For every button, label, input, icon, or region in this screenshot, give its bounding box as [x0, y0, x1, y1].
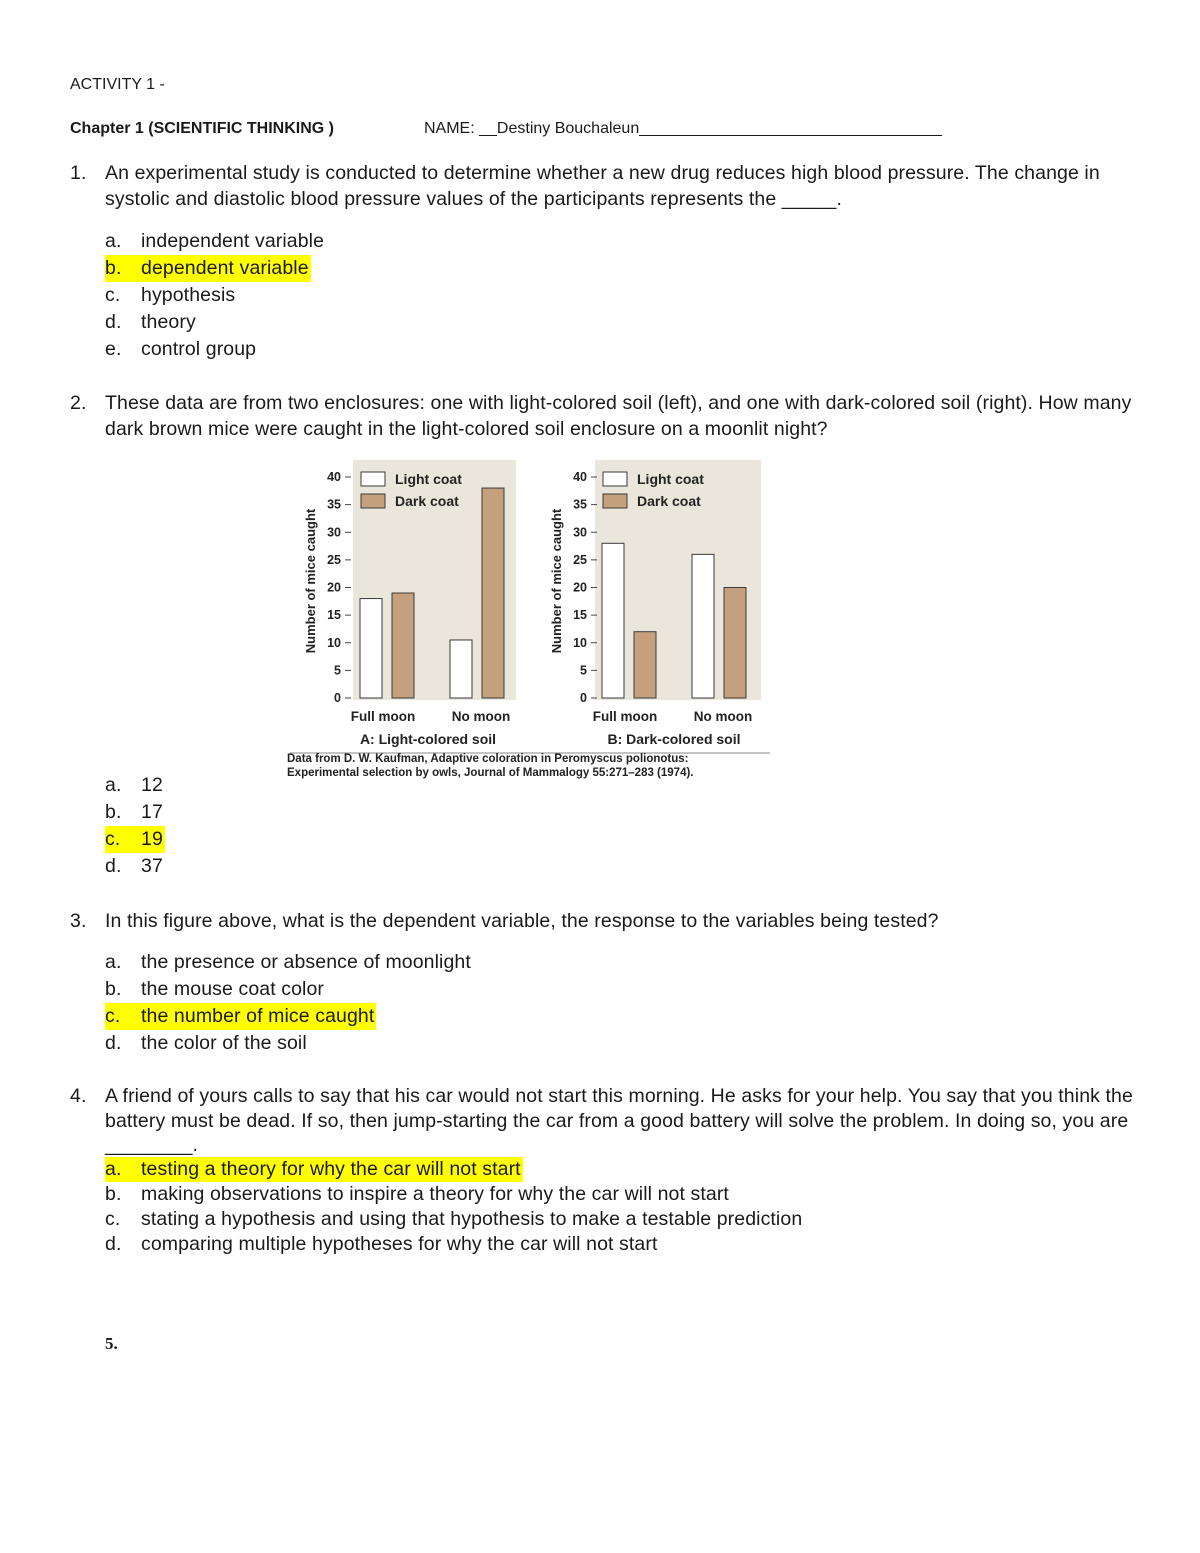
chart-title: B: Dark-colored soil: [607, 731, 741, 747]
option-c: [105, 1003, 473, 1030]
option-c: [105, 1207, 804, 1232]
y-tick-label: 10: [327, 635, 341, 650]
legend-label: Light coat: [637, 471, 704, 487]
bar-light-coat-no-moon: [450, 640, 472, 698]
option-b: [105, 1182, 804, 1207]
question-text: In this figure above, what is the dependent variable, the response to the variables being tested?: [105, 910, 939, 932]
option-letter: b.: [105, 801, 122, 823]
option-text: the color of the soil: [141, 1032, 307, 1054]
option-text: the mouse coat color: [141, 978, 325, 1000]
option-letter: e.: [105, 338, 122, 360]
activity-title: ACTIVITY 1 -: [70, 76, 165, 93]
x-tick-label: Full moon: [592, 709, 658, 724]
figure-credit: [287, 752, 694, 780]
option-content: [105, 1182, 731, 1207]
y-tick-label: 15: [327, 608, 341, 623]
option-a: [105, 949, 473, 976]
option-text: making observations to inspire a theory for why the car will not start: [141, 1183, 729, 1205]
option-content: [105, 309, 198, 336]
option-letter: b.: [105, 978, 122, 1000]
question-4: [70, 1084, 1140, 1158]
y-tick-label: 5: [334, 663, 341, 678]
bar-dark-coat-no-moon: [724, 588, 746, 699]
option-d: [105, 309, 326, 336]
option-text: 17: [141, 801, 163, 823]
option-content: [105, 949, 473, 976]
question-text: These data are from two enclosures: one with light-colored soil (left), and one with dark-colored soil (right). How many dark brown mice were caught in the light-colored soil enclosure on a moonlit night?: [105, 392, 1132, 440]
bar-dark-coat-full-moon: [634, 632, 656, 698]
highlighted-answer: [105, 1003, 376, 1030]
option-text: the number of mice caught: [141, 1005, 375, 1027]
question-text: An experimental study is conducted to determine whether a new drug reduces high blood pressure. The change in systolic and diastolic blood pressure values of the participants represents the _____.: [105, 162, 1100, 210]
question-3: [70, 908, 1140, 934]
option-letter: d.: [105, 311, 122, 333]
option-text: dependent variable: [141, 257, 309, 279]
option-c: [105, 282, 326, 309]
option-letter: d.: [105, 855, 122, 877]
y-tick-label: 40: [327, 470, 341, 484]
option-a: [105, 228, 326, 255]
bar-light-coat-full-moon: [602, 543, 624, 698]
legend-label: Light coat: [395, 471, 462, 487]
option-a: [105, 772, 165, 799]
option-d: [105, 1232, 804, 1257]
y-tick-label: 35: [573, 497, 587, 512]
name-field: NAME: __Destiny Bouchaleun__________________________________: [424, 120, 942, 137]
options-q4: [105, 1157, 804, 1257]
option-d: [105, 1030, 473, 1057]
option-d: [105, 853, 165, 880]
legend-swatch: [603, 494, 627, 508]
y-tick-label: 40: [573, 470, 587, 484]
option-b: [105, 976, 473, 1003]
legend-label: Dark coat: [637, 493, 701, 509]
credit-line-2: Experimental selection by owls, Journal of Mammalogy 55:271–283 (1974).: [287, 767, 694, 779]
legend-swatch: [603, 472, 627, 486]
y-axis-label: Number of mice caught: [303, 508, 318, 654]
option-text: stating a hypothesis and using that hypothesis to make a testable prediction: [141, 1208, 803, 1230]
option-content: [105, 976, 326, 1003]
option-text: 19: [141, 828, 163, 850]
legend-swatch: [361, 472, 385, 486]
option-letter: c.: [105, 1005, 121, 1027]
option-content: [105, 1030, 309, 1057]
chapter-title: Chapter 1 (SCIENTIFIC THINKING ): [70, 120, 335, 137]
question-text: A friend of yours calls to say that his car would not start this morning. He asks for your help. You say that you think the battery must be dead. If so, then jump-starting the car from a good battery will solve the problem. In doing so, you are ________.: [105, 1085, 1133, 1156]
y-tick-label: 30: [573, 525, 587, 540]
y-tick-label: 0: [580, 691, 587, 705]
option-letter: c.: [105, 828, 121, 850]
option-text: comparing multiple hypotheses for why the car will not start: [141, 1233, 658, 1255]
highlighted-answer: [105, 255, 311, 282]
option-content: [105, 853, 165, 880]
option-content: [105, 799, 165, 826]
option-letter: a.: [105, 230, 122, 252]
option-text: 37: [141, 855, 163, 877]
highlighted-answer: [105, 1157, 523, 1182]
option-letter: d.: [105, 1032, 122, 1054]
question-1: [70, 160, 1140, 212]
credit-line-1: Data from D. W. Kaufman, Adaptive coloration in Peromyscus polionotus:: [287, 753, 689, 765]
y-tick-label: 5: [580, 663, 587, 678]
option-letter: c.: [105, 284, 121, 306]
option-content: [105, 772, 165, 799]
option-text: independent variable: [141, 230, 325, 252]
options-q3: [105, 949, 473, 1057]
option-text: hypothesis: [141, 284, 236, 306]
legend-label: Dark coat: [395, 493, 459, 509]
x-tick-label: No moon: [693, 709, 753, 724]
question-2: [70, 390, 1140, 442]
bar-light-coat-full-moon: [360, 599, 382, 698]
option-a: [105, 1157, 804, 1182]
x-tick-label: Full moon: [350, 709, 416, 724]
option-content: [105, 282, 237, 309]
y-tick-label: 35: [327, 497, 341, 512]
option-letter: a.: [105, 1158, 122, 1180]
highlighted-answer: [105, 826, 165, 853]
mice-bar-charts: [290, 456, 770, 756]
option-letter: d.: [105, 1233, 122, 1255]
chart-title: A: Light-colored soil: [359, 731, 497, 747]
option-content: [105, 336, 258, 363]
legend-swatch: [361, 494, 385, 508]
option-text: the presence or absence of moonlight: [141, 951, 471, 973]
question-number: 3.: [70, 910, 87, 932]
bar-dark-coat-full-moon: [392, 593, 414, 698]
y-tick-label: 0: [334, 691, 341, 705]
option-letter: b.: [105, 1183, 122, 1205]
question-number: 1.: [70, 162, 87, 184]
y-tick-label: 15: [573, 608, 587, 623]
option-content: [105, 228, 326, 255]
question-number: 4.: [70, 1085, 87, 1107]
option-letter: a.: [105, 951, 122, 973]
bar-light-coat-no-moon: [692, 554, 714, 698]
option-letter: a.: [105, 774, 122, 796]
options-q1: [105, 228, 326, 363]
y-tick-label: 25: [327, 552, 341, 567]
mice-chart-figure: [290, 456, 770, 756]
option-text: theory: [141, 311, 196, 333]
question-number: 2.: [70, 392, 87, 414]
option-text: testing a theory for why the car will not start: [141, 1158, 521, 1180]
option-c: [105, 826, 165, 853]
option-content: [105, 1207, 804, 1232]
option-letter: b.: [105, 257, 122, 279]
bar-dark-coat-no-moon: [482, 488, 504, 698]
y-axis-label: Number of mice caught: [549, 508, 564, 654]
option-text: 12: [141, 774, 163, 796]
x-tick-label: No moon: [451, 709, 511, 724]
y-tick-label: 10: [573, 635, 587, 650]
y-tick-label: 25: [573, 552, 587, 567]
option-e: [105, 336, 326, 363]
option-b: [105, 255, 326, 282]
option-b: [105, 799, 165, 826]
y-tick-label: 20: [573, 580, 587, 595]
options-q2: [105, 772, 165, 880]
option-letter: c.: [105, 1208, 121, 1230]
y-tick-label: 30: [327, 525, 341, 540]
question-5-number: 5.: [105, 1334, 118, 1353]
option-text: control group: [141, 338, 257, 360]
y-tick-label: 20: [327, 580, 341, 595]
option-content: [105, 1232, 659, 1257]
